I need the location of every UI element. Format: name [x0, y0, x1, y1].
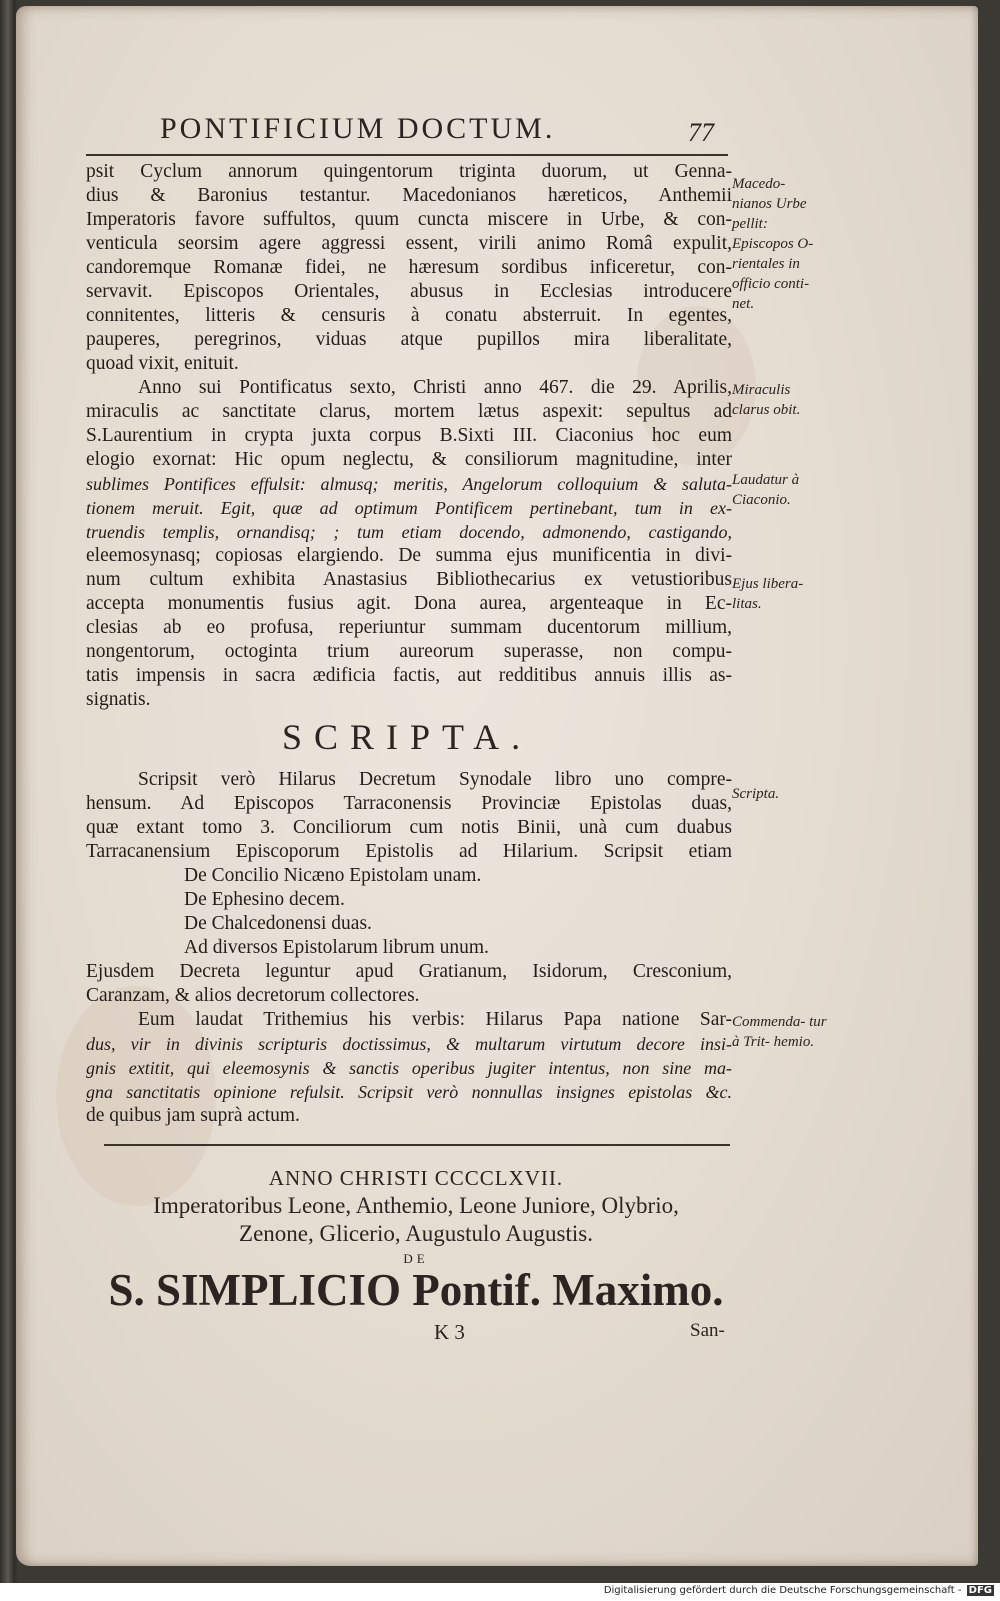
body-line: Anno sui Pontificatus sexto, Christi anno 467. die 29. Aprilis,: [138, 377, 732, 398]
body-line: clesias ab eo profusa, reperiuntur summam ducentorum millium,: [86, 617, 732, 638]
body-line: sublimes Pontifices effulsit: almusq; meritis, Angelorum colloquium & saluta-: [86, 474, 732, 494]
body-line: pauperes, peregrinos, viduas atque pupillos mira liberalitate,: [86, 329, 732, 350]
emperors-line: Zenone, Glicerio, Augustulo Augustis.: [239, 1221, 593, 1246]
body-line: Tarracanensium Episcoporum Epistolis ad Hilarium. Scripsit etiam: [86, 841, 732, 862]
body-line: dus, vir in divinis scripturis doctissimus, & multarum virtutum decore insi-: [86, 1034, 732, 1054]
body-line: gna sanctitatis opinione refulsit. Scripsit verò nonnullas insignes epistolas &c.: [86, 1082, 732, 1102]
body-line: eleemosynasq; copiosas elargiendo. De summa ejus munificentia in divi-: [86, 545, 732, 566]
footer-credit: [604, 1585, 994, 1596]
chapter-title: S. SIMPLICIO Pontif. Maximo.: [108, 1265, 724, 1315]
body-line: truendis templis, ornandisq; ; tum etiam docendo, admonendo, castigando,: [86, 522, 732, 542]
margin-note: Laudatur à Ciaconio.: [732, 472, 800, 508]
signature-mark: K 3: [434, 1320, 465, 1344]
body-line: signatis.: [86, 689, 151, 710]
body-line: quoad vixit, enituit.: [86, 353, 239, 374]
body-line: candoremque Romanæ fidei, ne hæresum sordibus inficeretur, con-: [86, 257, 732, 278]
section-heading: SCRIPTA.: [282, 717, 533, 757]
emperors-line: Imperatoribus Leone, Anthemio, Leone Juniore, Olybrio,: [153, 1193, 679, 1218]
body-line: de quibus jam suprà actum.: [86, 1105, 300, 1126]
body-line: Eum laudat Trithemius his verbis: Hilarus Papa natione Sar-: [138, 1009, 732, 1030]
body-line: dius & Baronius testantur. Macedonianos hæreticos, Anthemii: [86, 185, 732, 206]
body-line: connitentes, litteris & censuris à conatu absterruit. In egentes,: [86, 305, 732, 326]
section-divider: [104, 1144, 730, 1146]
catchword: San-: [690, 1320, 725, 1341]
body-line: venticula seorsim agere aggressi essent, virili animo Româ expulit,: [86, 233, 732, 254]
body-line: hensum. Ad Episcopos Tarraconensis Provinciæ Epistolas duas,: [86, 793, 732, 814]
body-line: Ejusdem Decreta leguntur apud Gratianum, Isidorum, Cresconium,: [86, 961, 732, 982]
body-line: Scripsit verò Hilarus Decretum Synodale libro uno compre-: [138, 769, 732, 790]
margin-note: Ejus libera- litas.: [732, 576, 804, 612]
margin-note: Commenda- tur à Trit- hemio.: [732, 1014, 827, 1050]
page-number: 77: [688, 118, 714, 147]
body-line: nongentorum, octoginta trium aureorum superasse, non compu-: [86, 641, 732, 662]
list-item: Ad diversos Epistolarum librum unum.: [184, 937, 489, 958]
body-line: S.Laurentium in crypta juxta corpus B.Sixti III. Ciaconius hoc eum: [86, 425, 732, 446]
margin-note: Miraculis clarus obit.: [732, 382, 801, 418]
footer-bar: [0, 1583, 1000, 1601]
body-line: quæ extant tomo 3. Conciliorum cum notis Binii, unà cum duabus: [86, 817, 732, 838]
list-item: De Chalcedonensi duas.: [184, 913, 372, 934]
list-item: De Ephesino decem.: [184, 889, 345, 910]
de-word: DE: [403, 1251, 429, 1266]
body-line: gnis extitit, qui eleemosynis & sanctis operibus jugiter intentus, non sine ma-: [86, 1058, 732, 1078]
margin-note: Macedo- nianos Urbe pellit: Episcopos O- rientales in officio conti- net.: [732, 176, 814, 312]
body-line: tionem meruit. Egit, quæ ad optimum Pontificem pertinebant, tum in ex-: [86, 498, 732, 518]
running-title: PONTIFICIUM DOCTUM.: [160, 112, 556, 145]
year-heading: ANNO CHRISTI CCCCLXVII.: [268, 1166, 564, 1190]
body-line: servavit. Episcopos Orientales, abusus in Ecclesias introducere: [86, 281, 732, 302]
body-line: miraculis ac sanctitate clarus, mortem lætus aspexit: sepultus ad: [86, 401, 732, 422]
body-line: elogio exornat: Hic opum neglectu, & consiliorum magnitudine, inter: [86, 449, 732, 470]
header-rule: [86, 154, 728, 156]
list-item: De Concilio Nicæno Epistolam unam.: [184, 865, 482, 886]
dfg-logo: DFG: [968, 1585, 992, 1596]
body-line: tatis impensis in sacra ædificia factis, aut redditibus annuis illis as-: [86, 665, 732, 686]
body-line: Caranzam, & alios decretorum collectores.: [86, 985, 420, 1006]
body-line: psit Cyclum annorum quingentorum triginta duorum, ut Genna-: [86, 161, 732, 182]
body-line: accepta monumentis fusius agit. Dona aurea, argenteaque in Ec-: [86, 593, 732, 614]
credit-text: Digitalisierung gefördert durch die Deutsche Forschungsgemeinschaft -: [603, 1585, 962, 1596]
margin-note: Scripta.: [732, 786, 780, 802]
body-line: Imperatoris favore suffultos, quum cuncta miscere in Urbe, & con-: [86, 209, 732, 230]
body-line: num cultum exhibita Anastasius Bibliothecarius ex vetustioribus: [86, 569, 732, 590]
